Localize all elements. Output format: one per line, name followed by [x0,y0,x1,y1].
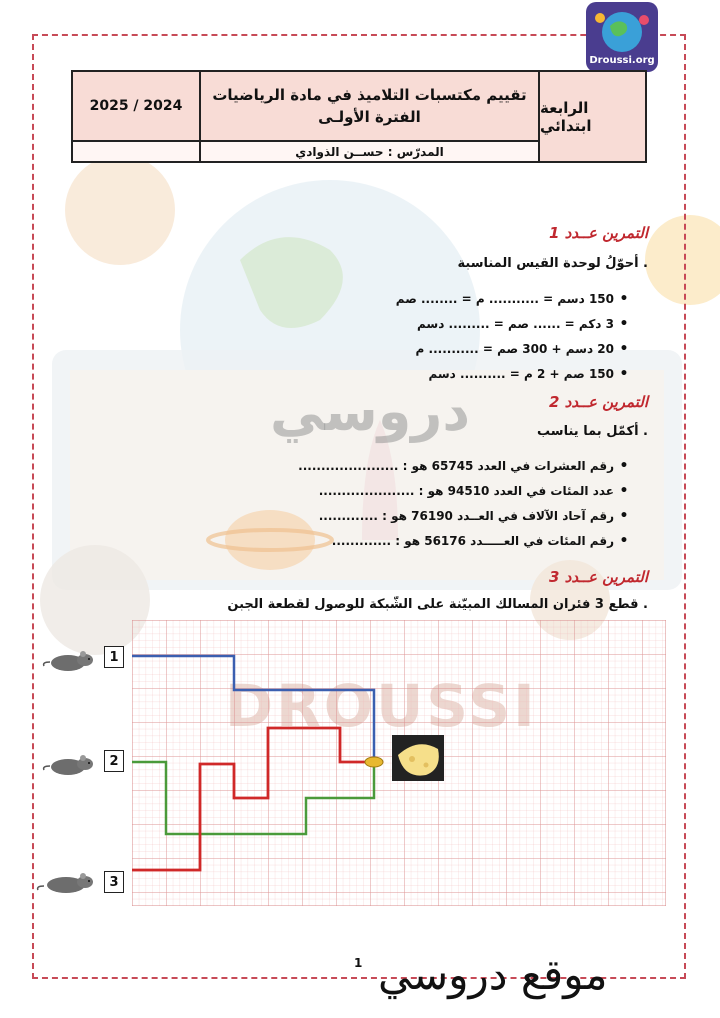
teacher-name: المدرّس : حســن الذوادي [199,140,538,161]
cheese-image [392,735,444,781]
assessment-title [199,72,538,140]
mouse-label-2: 2 [104,750,124,772]
school-year: 2025 / 2024 [89,98,183,114]
mouse-label-1: 1 [104,646,124,668]
paths-meeting-point [365,757,383,767]
grade-level: الرابعة ابتدائي [538,72,645,161]
mouse-icon [36,870,96,896]
exercise-1-title: التمرين عــدد 1 [549,224,648,242]
exercise-2-title: التمرين عــدد 2 [549,393,648,411]
header-table [71,70,647,163]
site-footer-text: موقع دروسي [378,950,608,999]
exercise-1-item: • 3 دكم = ...... صم = ......... دسم [396,312,634,337]
page-number: 1 [354,956,363,970]
header-empty-cell [73,140,199,161]
cheese-icon [392,735,444,781]
droussi-logo [586,2,658,72]
mouse-icon [42,752,96,778]
exercise-1-item: • 20 دسم + 300 صم = ........... م [396,337,634,362]
exercise-3-title: التمرين عــدد 3 [549,568,648,586]
exercise-2-instruction: أكمّل بما يناسب . [537,424,648,439]
exercise-1-instruction: أحوّلُ لوحدة القيس المناسبة . [457,256,648,271]
mouse-icon [42,648,96,674]
exercise-2-item: • عدد المئات في العدد 94510 هو : ..................... [298,479,634,504]
exercise-2-item: • رقم العشرات في العدد 65745 هو : ...................... [298,454,634,479]
exercise-3-instruction: قطع 3 فئران المسالك المبيّنة على الشّبكة للوصول لقطعة الجبن . [227,597,648,612]
exercise-2-item: • رقم آحاد الآلاف في العــدد 76190 هو : ............. [298,504,634,529]
exercise-2-list [298,454,634,554]
exercise-2-item: • رقم المئات في العـــــدد 56176 هو : ............. [298,529,634,554]
mouse-label-3: 3 [104,871,124,893]
title-line-1: تقييم مكتسبات التلاميذ في مادة الرياضيات [212,86,527,104]
logo-text: Droussi.org [589,55,655,66]
exercise-1-item: • 150 دسم = ........... م = ........ صم [396,287,634,312]
watermark-arabic: دروسي [270,380,471,443]
title-line-2: الفترة الأولـى [318,108,421,126]
exercise-1-item: • 150 صم + 2 م = .......... دسم [396,362,634,387]
exercise-1-list [396,287,634,387]
